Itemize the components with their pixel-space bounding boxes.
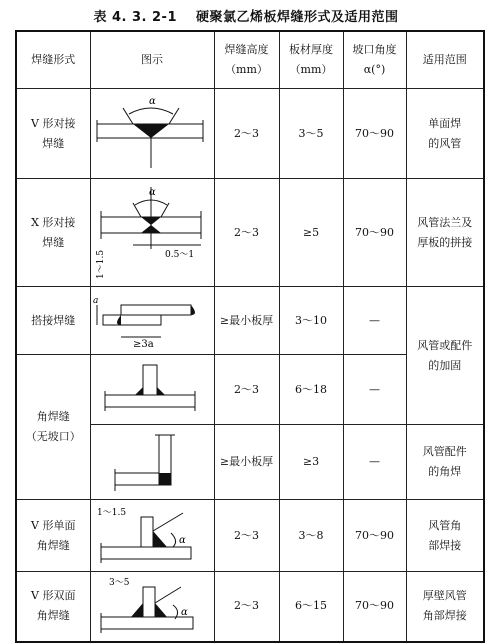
form-line: 焊缝 bbox=[42, 235, 65, 249]
angle-cell: — bbox=[343, 287, 406, 355]
form-line: 角焊缝 bbox=[36, 410, 70, 423]
scope-cell bbox=[406, 89, 484, 179]
thickness-cell: ≥3 bbox=[279, 425, 343, 500]
v-single-fillet-figure bbox=[90, 500, 214, 572]
angle-cell: — bbox=[343, 355, 406, 425]
table-row bbox=[16, 179, 484, 287]
v-double-fillet-figure bbox=[90, 572, 214, 642]
scope-cell bbox=[406, 179, 484, 287]
angle-cell: — bbox=[343, 425, 406, 500]
table-row bbox=[16, 572, 484, 642]
scope-line: 的角焊 bbox=[428, 465, 462, 478]
height-cell: 2～3 bbox=[214, 500, 279, 572]
form-cell bbox=[16, 287, 90, 355]
v-butt-figure bbox=[90, 89, 214, 179]
alpha-label: α bbox=[179, 534, 186, 546]
scope-line: 角部焊接 bbox=[422, 609, 467, 623]
fillet-t-figure bbox=[90, 355, 214, 425]
header-scope: 适用范围 bbox=[406, 31, 484, 89]
header-form: 焊缝形式 bbox=[16, 31, 90, 89]
thickness-cell: 3～5 bbox=[279, 89, 343, 179]
form-line: V 形单面 bbox=[31, 518, 76, 532]
form-line: V 形对接 bbox=[31, 116, 76, 130]
table-number: 表 4. 3. 2-1 bbox=[93, 10, 177, 25]
header-angle bbox=[343, 31, 406, 89]
thickness-cell: 6～15 bbox=[279, 572, 343, 642]
fillet-corner-figure bbox=[90, 425, 214, 500]
thickness-cell: 6～18 bbox=[279, 355, 343, 425]
header-height bbox=[214, 31, 279, 89]
header-thickness bbox=[279, 31, 343, 89]
height-cell: 2～3 bbox=[214, 89, 279, 179]
scope-line: 风管法兰及 bbox=[417, 215, 473, 229]
scope-line: 厚壁风管 bbox=[422, 589, 467, 603]
height-cell: 2～3 bbox=[214, 572, 279, 642]
form-cell bbox=[16, 500, 90, 572]
header-height-l1: 焊缝高度 bbox=[224, 43, 269, 56]
scope-cell bbox=[406, 425, 484, 500]
header-thickness-l1: 板材厚度 bbox=[289, 43, 333, 56]
x-butt-figure bbox=[90, 179, 214, 287]
header-height-l2: （mm） bbox=[225, 63, 268, 76]
form-line: 角焊缝 bbox=[36, 538, 70, 552]
height-cell: ≥最小板厚 bbox=[214, 287, 279, 355]
scope-cell bbox=[406, 572, 484, 642]
thickness-cell: 3～8 bbox=[279, 500, 343, 572]
thickness-cell: 3～10 bbox=[279, 287, 343, 355]
a-label: a bbox=[93, 295, 99, 306]
scope-line: 部焊接 bbox=[428, 538, 462, 552]
single-gap-label: 1～1.5 bbox=[97, 507, 127, 518]
alpha-label: α bbox=[149, 95, 156, 107]
header-angle-l1: 坡口角度 bbox=[352, 43, 397, 56]
form-cell bbox=[16, 572, 90, 642]
header-row bbox=[16, 31, 484, 89]
table-row bbox=[16, 287, 484, 355]
form-cell bbox=[16, 179, 90, 287]
height-cell: ≥最小板厚 bbox=[214, 425, 279, 500]
angle-cell: 70～90 bbox=[343, 179, 406, 287]
form-line: X 形对接 bbox=[31, 215, 76, 229]
table-row bbox=[16, 500, 484, 572]
scope-line: 风管角 bbox=[428, 518, 462, 532]
scope-line: 厚板的拼接 bbox=[417, 235, 473, 249]
lap-length-label: ≥3a bbox=[133, 338, 154, 350]
height-cell: 2～3 bbox=[214, 355, 279, 425]
weld-table bbox=[15, 30, 485, 643]
height-cell: 2～3 bbox=[214, 179, 279, 287]
scope-cell bbox=[406, 500, 484, 572]
table-title bbox=[0, 6, 492, 25]
table-row bbox=[16, 89, 484, 179]
root-label: 1～1.5 bbox=[96, 249, 106, 279]
form-line: 角焊缝 bbox=[36, 609, 70, 623]
form-cell bbox=[16, 89, 90, 179]
double-gap-label: 3～5 bbox=[109, 578, 130, 589]
form-line: （无坡口） bbox=[25, 430, 81, 443]
form-line: 焊缝 bbox=[42, 136, 65, 150]
scope-line: 风管配件 bbox=[422, 445, 467, 458]
lap-figure bbox=[90, 287, 214, 355]
scope-line: 风管或配件 bbox=[417, 338, 473, 352]
table-caption: 硬聚氯乙烯板焊缝形式及适用范围 bbox=[196, 10, 399, 25]
scope-cell bbox=[406, 287, 484, 425]
gap-label: 0.5～1 bbox=[165, 249, 195, 260]
thickness-cell: ≥5 bbox=[279, 179, 343, 287]
scope-line: 单面焊 bbox=[428, 116, 462, 130]
alpha-label: α bbox=[149, 186, 156, 198]
alpha-label: α bbox=[181, 607, 188, 619]
angle-cell: 70～90 bbox=[343, 572, 406, 642]
header-thickness-l2: （mm） bbox=[289, 63, 333, 76]
form-line: 搭接焊缝 bbox=[31, 313, 76, 327]
scope-line: 的加固 bbox=[428, 358, 462, 372]
header-angle-l2: α(°) bbox=[363, 63, 386, 76]
header-figure: 图示 bbox=[90, 31, 214, 89]
form-line: V 形双面 bbox=[31, 589, 76, 603]
angle-cell: 70～90 bbox=[343, 89, 406, 179]
form-cell bbox=[16, 355, 90, 500]
angle-cell: 70～90 bbox=[343, 500, 406, 572]
scope-line: 的风管 bbox=[428, 136, 462, 150]
